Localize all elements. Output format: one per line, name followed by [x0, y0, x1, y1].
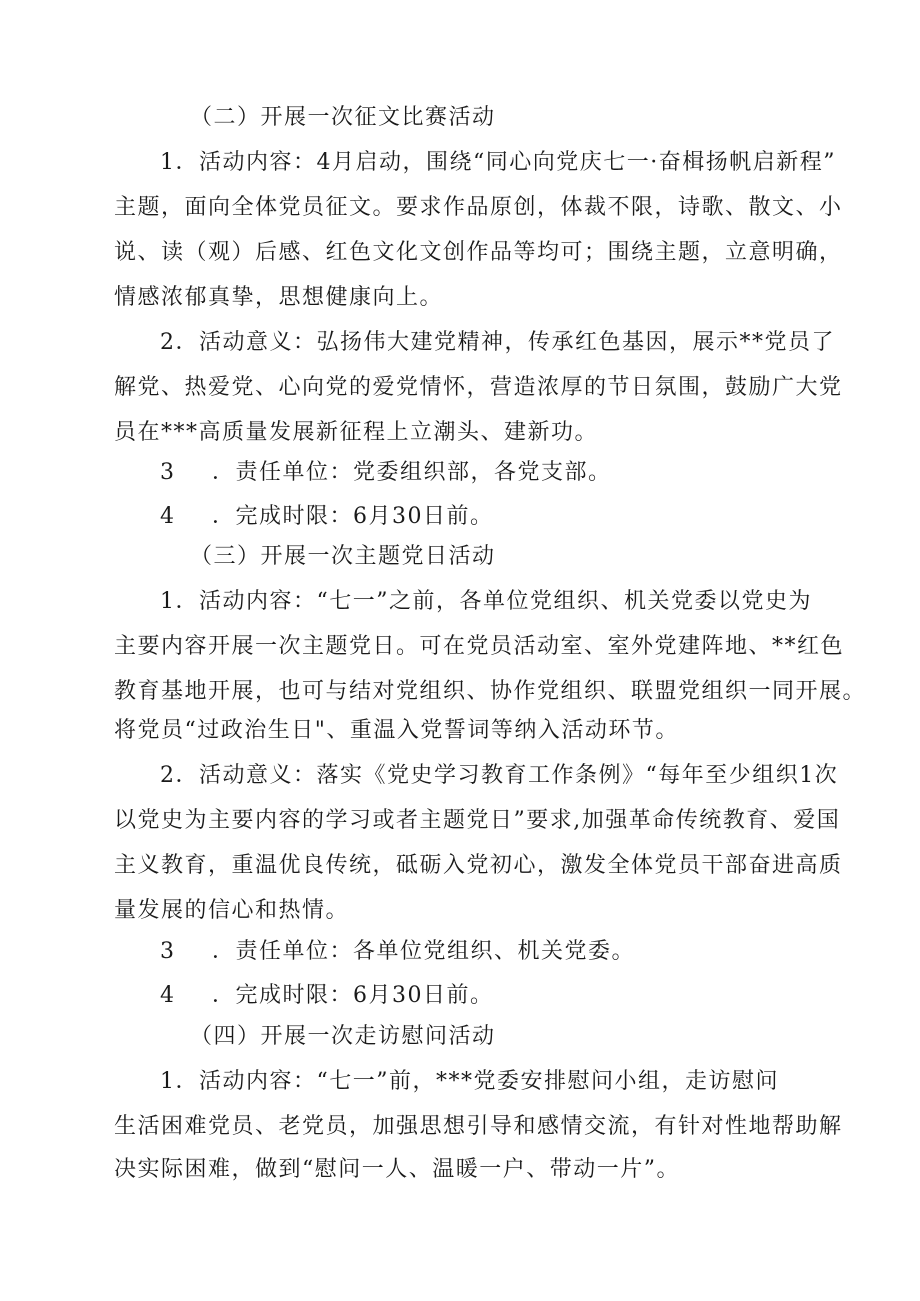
paragraph-line: 决实际困难，做到“慰问一人、温暖一户、带动一片”。 — [114, 1157, 680, 1182]
paragraph-line: 员在***高质量发展新征程上立潮头、建新功。 — [114, 420, 599, 445]
paragraph-line: 2．活动意义：落实《党史学习教育工作条例》“每年至少组织1次 — [160, 763, 839, 788]
list-text: ．责任单位：党委组织部，各党支部。 — [212, 460, 612, 485]
list-number: 4 — [160, 504, 176, 529]
list-text: ．完成时限：6月30日前。 — [212, 504, 494, 529]
section-heading-3: （三）开展一次主题党日活动 — [190, 544, 496, 569]
paragraph-line: 1．活动内容：“七一”前，***党委安排慰问小组，走访慰问 — [160, 1069, 779, 1094]
list-item — [160, 981, 494, 1011]
paragraph-line: 主要内容开展一次主题党日。可在党员活动室、室外党建阵地、**红色 — [114, 634, 845, 659]
paragraph-line: 解党、热爱党、心向党的爱党情怀，营造浓厚的节日氛围，鼓励广大党 — [114, 375, 843, 400]
paragraph-line: 主义教育，重温优良传统，砥砺入党初心，激发全体党员干部奋进高质 — [114, 853, 843, 878]
paragraph-line: 1．活动内容：“七一”之前，各单位党组织、机关党委以党史为 — [160, 589, 812, 614]
paragraph-line: 2．活动意义：弘扬伟大建党精神，传承红色基因，展示**党员了 — [160, 330, 835, 355]
paragraph-line: 教育基地开展，也可与结对党组织、协作党组织、联盟党组织一同开展。 — [114, 679, 867, 704]
paragraph-line: 量发展的信心和热情。 — [114, 898, 350, 923]
paragraph-line: 生活困难党员、老党员，加强思想引导和感情交流，有针对性地帮助解 — [114, 1114, 843, 1139]
list-item — [160, 937, 635, 967]
paragraph-line: 主题，面向全体党员征文。要求作品原创，体裁不限，诗歌、散文、小 — [114, 195, 843, 220]
section-heading-2: （二）开展一次征文比赛活动 — [190, 105, 496, 130]
paragraph-line: 说、读（观）后感、红色文化文创作品等均可；围绕主题，立意明确， — [114, 240, 843, 265]
list-text: ．责任单位：各单位党组织、机关党委。 — [212, 939, 636, 964]
list-number: 3 — [160, 460, 176, 485]
paragraph-line: 以党史为主要内容的学习或者主题党日”要求,加强革命传统教育、爱国 — [114, 808, 841, 833]
paragraph-line: 将党员“过政治生日"、重温入党誓词等纳入活动环节。 — [114, 718, 679, 743]
list-item — [160, 502, 494, 532]
list-number: 3 — [160, 939, 176, 964]
list-text: ．完成时限：6月30日前。 — [212, 983, 494, 1008]
paragraph-line: 情感浓郁真挚，思想健康向上。 — [114, 285, 444, 310]
paragraph-line: 1．活动内容：4月启动，围绕“同心向党庆七一·奋楫扬帆启新程” — [160, 150, 836, 175]
list-item — [160, 458, 612, 488]
section-heading-4: （四）开展一次走访慰问活动 — [190, 1024, 496, 1049]
list-number: 4 — [160, 983, 176, 1008]
